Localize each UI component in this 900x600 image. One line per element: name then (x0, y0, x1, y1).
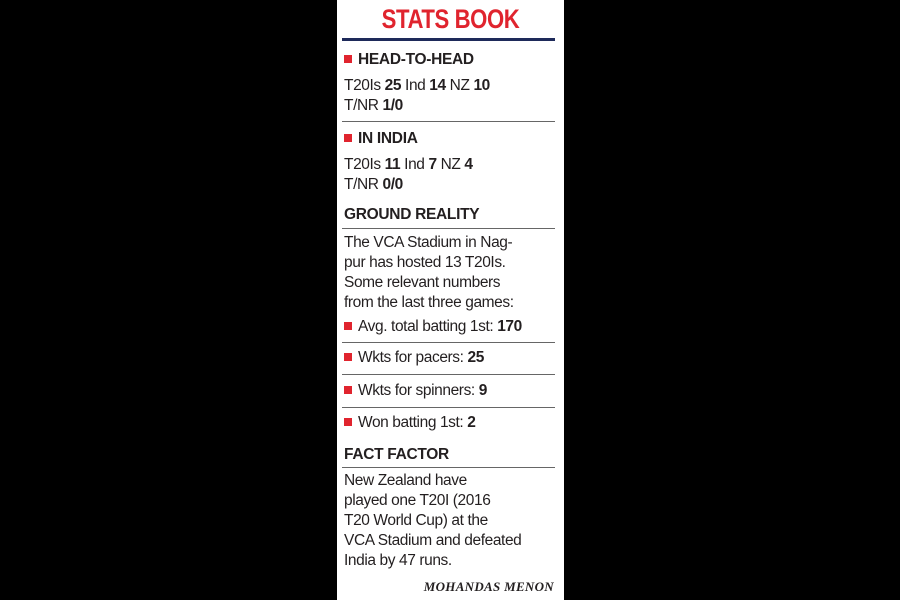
red-square-bullet-icon (344, 353, 352, 361)
head-to-head-line-1: T20Is 25 Ind 14 NZ 10 (344, 77, 490, 94)
head-to-head-line-2: T/NR 1/0 (344, 97, 403, 114)
stat-avg-total: Avg. total batting 1st: 170 (344, 317, 522, 337)
divider (342, 228, 555, 229)
divider (342, 407, 555, 408)
fact-line-2: played one T20I (2016 (344, 492, 491, 509)
in-india-line-2: T/NR 0/0 (344, 176, 403, 193)
red-square-bullet-icon (344, 134, 352, 142)
ground-reality-heading: GROUND REALITY (344, 206, 480, 223)
ground-reality-line-4: from the last three games: (344, 294, 514, 311)
page-title: STATS BOOK (381, 4, 520, 34)
stat-wkts-spinners: Wkts for spinners: 9 (344, 381, 487, 401)
fact-line-4: VCA Stadium and defeated (344, 532, 522, 549)
heading-label: IN INDIA (358, 130, 418, 147)
divider (342, 374, 555, 375)
byline: MOHANDAS MENON (423, 579, 554, 594)
heading-label: HEAD-TO-HEAD (358, 51, 474, 68)
fact-factor-heading: FACT FACTOR (344, 446, 449, 463)
red-square-bullet-icon (344, 322, 352, 330)
ground-reality-line-3: Some relevant numbers (344, 274, 501, 291)
title-divider (342, 38, 555, 41)
fact-line-3: T20 World Cup) at the (344, 512, 488, 529)
divider (342, 121, 555, 122)
fact-line-1: New Zealand have (344, 472, 467, 489)
red-square-bullet-icon (344, 418, 352, 426)
in-india-heading (344, 129, 418, 149)
fact-line-5: India by 47 runs. (344, 552, 452, 569)
red-square-bullet-icon (344, 386, 352, 394)
divider (342, 467, 555, 468)
in-india-line-1: T20Is 11 Ind 7 NZ 4 (344, 156, 473, 173)
stat-won-batting: Won batting 1st: 2 (344, 413, 475, 433)
head-to-head-heading (344, 50, 474, 70)
ground-reality-line-2: pur has hosted 13 T20Is. (344, 254, 506, 271)
stat-wkts-pacers: Wkts for pacers: 25 (344, 348, 484, 368)
red-square-bullet-icon (344, 55, 352, 63)
ground-reality-line-1: The VCA Stadium in Nag- (344, 234, 513, 251)
stats-book-panel (337, 0, 564, 600)
divider (342, 342, 555, 343)
